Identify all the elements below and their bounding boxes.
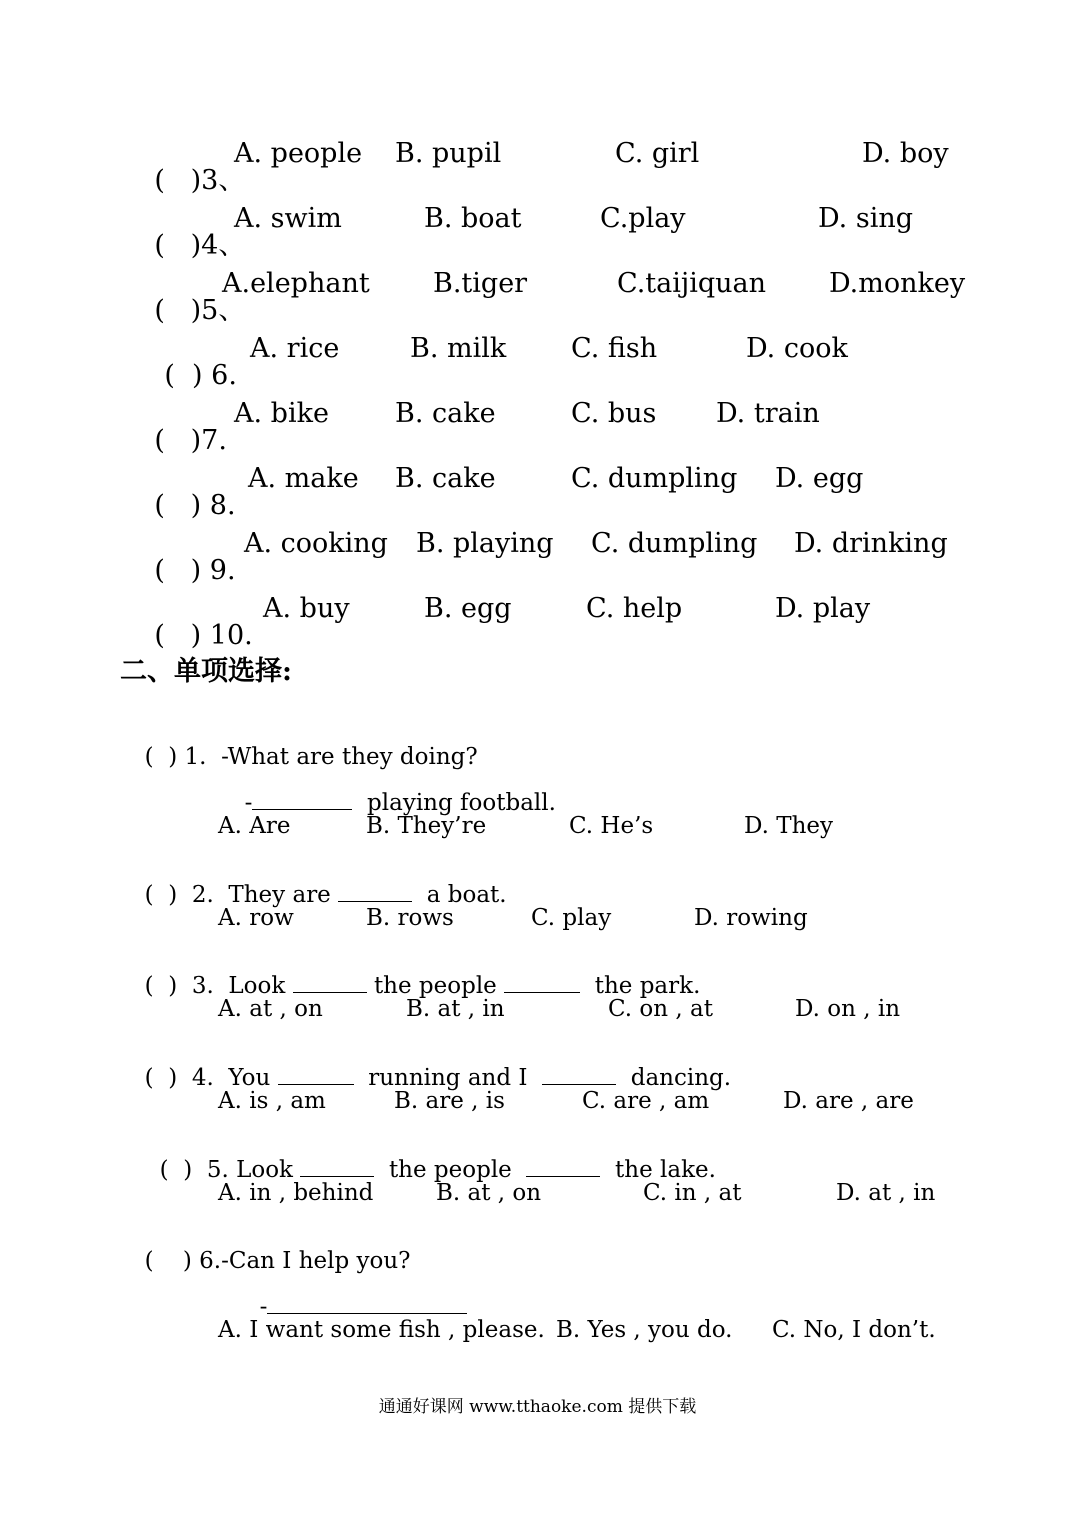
- option-a: A. swim: [234, 203, 342, 234]
- answer-suffix: playing football.: [367, 790, 556, 816]
- answer-paren: ( ): [154, 555, 202, 586]
- option-b: B. rows: [366, 905, 454, 931]
- question-text: -Can I help you?: [221, 1248, 411, 1274]
- answer-paren: ( ): [154, 230, 202, 261]
- option-d: D. rowing: [694, 905, 808, 931]
- option-c: C. dumpling: [571, 463, 738, 494]
- stem-text: running and I: [368, 1065, 528, 1091]
- option-b: B. at , on: [436, 1180, 542, 1206]
- stem-text: Look: [228, 973, 286, 999]
- stem-text: the people: [373, 973, 497, 999]
- answer-paren: ( ): [154, 425, 202, 456]
- option-c: C. play: [531, 905, 612, 931]
- option-a: A. buy: [263, 593, 350, 624]
- option-c: C. girl: [615, 138, 700, 169]
- option-a: A. bike: [234, 398, 329, 429]
- option-b: B. boat: [424, 203, 522, 234]
- question-number: 4.: [191, 1065, 214, 1091]
- option-a: A. people: [234, 138, 363, 169]
- dash: -: [244, 790, 253, 816]
- answer-blank[interactable]: [542, 1083, 616, 1085]
- option-a: A. row: [218, 905, 294, 931]
- stem-text: You: [228, 1065, 271, 1091]
- option-b: B. cake: [395, 398, 496, 429]
- question-2: [130, 861, 507, 907]
- answer-line: [245, 1273, 467, 1319]
- answer-blank[interactable]: [338, 900, 412, 902]
- option-b: B. milk: [410, 333, 507, 364]
- option-c: C. bus: [571, 398, 657, 429]
- dash: -: [259, 1294, 268, 1320]
- option-c: C. dumpling: [591, 528, 758, 559]
- option-b: B. They’re: [366, 813, 487, 839]
- answer-paren: ( ): [144, 973, 178, 999]
- question-number: 1.: [184, 744, 207, 770]
- question-6: [130, 1227, 411, 1273]
- question-number: 10.: [209, 620, 253, 651]
- option-d: D. play: [775, 593, 871, 624]
- option-c: C. fish: [571, 333, 658, 364]
- answer-blank[interactable]: [293, 991, 367, 993]
- option-d: D. are , are: [783, 1088, 914, 1114]
- question-number: 6.: [211, 360, 237, 391]
- option-c: C. No, I don’t.: [772, 1317, 936, 1343]
- answer-blank[interactable]: [252, 808, 352, 810]
- answer-blank[interactable]: [504, 991, 580, 993]
- question-number: 9.: [209, 555, 236, 586]
- answer-line: [230, 769, 556, 815]
- option-c: C. are , am: [582, 1088, 710, 1114]
- question-number: 4、: [201, 230, 246, 261]
- question-number: 5.: [206, 1157, 229, 1183]
- option-c: C. He’s: [569, 813, 654, 839]
- option-d: D.monkey: [829, 268, 966, 299]
- question-number: 3.: [191, 973, 214, 999]
- option-b: B. are , is: [394, 1088, 505, 1114]
- answer-paren: ( ): [154, 490, 202, 521]
- question-number: 3、: [201, 165, 246, 196]
- question-number: 2.: [191, 882, 214, 908]
- question-number: 6.: [199, 1248, 222, 1274]
- answer-blank[interactable]: [526, 1175, 600, 1177]
- option-a: A. make: [248, 463, 359, 494]
- option-d: D. sing: [818, 203, 914, 234]
- option-d: D. drinking: [794, 528, 948, 559]
- option-a: A. at , on: [218, 996, 323, 1022]
- answer-paren: ( ): [154, 295, 202, 326]
- answer-paren: ( ): [144, 882, 178, 908]
- answer-paren: ( ): [154, 620, 202, 651]
- option-c: C. on , at: [608, 996, 713, 1022]
- option-b: B. egg: [424, 593, 512, 624]
- stem-text: They are: [228, 882, 331, 908]
- option-d: D. cook: [746, 333, 848, 364]
- stem-text: the park.: [594, 973, 701, 999]
- question-number: 5、: [201, 295, 246, 326]
- option-d: D. at , in: [836, 1180, 936, 1206]
- option-c: C.taijiquan: [617, 268, 767, 299]
- stem-text: the lake.: [615, 1157, 716, 1183]
- question-number: 8.: [209, 490, 236, 521]
- option-d: D. on , in: [795, 996, 901, 1022]
- option-b: B. Yes , you do.: [556, 1317, 733, 1343]
- answer-paren: ( ): [164, 360, 203, 391]
- question-text: -What are they doing?: [221, 744, 478, 770]
- option-b: B. pupil: [395, 138, 502, 169]
- section-title: 二、单项选择:: [120, 656, 292, 687]
- option-c: C. in , at: [643, 1180, 742, 1206]
- option-d: D. They: [744, 813, 834, 839]
- question-number: 7.: [201, 425, 227, 456]
- stem-text: the people: [388, 1157, 512, 1183]
- answer-blank[interactable]: [300, 1175, 374, 1177]
- option-d: D. train: [716, 398, 820, 429]
- option-b: B. playing: [416, 528, 554, 559]
- answer-paren: ( ): [154, 165, 202, 196]
- answer-paren: ( ): [159, 1157, 193, 1183]
- option-a: A. I want some fish , please.: [218, 1317, 545, 1343]
- option-d: D. boy: [862, 138, 949, 169]
- option-b: B. at , in: [406, 996, 505, 1022]
- option-b: B. cake: [395, 463, 496, 494]
- question-5: [145, 1136, 716, 1182]
- stem-text: a boat.: [426, 882, 507, 908]
- option-a: A. Are: [218, 813, 291, 839]
- question-4: [130, 1044, 731, 1090]
- answer-blank[interactable]: [267, 1312, 467, 1314]
- option-a: A. in , behind: [218, 1180, 374, 1206]
- stem-text: dancing.: [630, 1065, 732, 1091]
- answer-blank[interactable]: [278, 1083, 354, 1085]
- option-d: D. egg: [775, 463, 864, 494]
- question-3: [130, 952, 700, 998]
- option-b: B.tiger: [433, 268, 528, 299]
- option-a: A. rice: [250, 333, 340, 364]
- option-a: A. cooking: [244, 528, 388, 559]
- option-a: A. is , am: [218, 1088, 326, 1114]
- option-a: A.elephant: [222, 268, 370, 299]
- answer-paren: ( ): [144, 744, 178, 770]
- answer-paren: ( ): [144, 1065, 178, 1091]
- footer-source: 通通好课网 www.tthaoke.com 提供下载: [378, 1397, 697, 1417]
- option-c: C.play: [600, 203, 686, 234]
- stem-text: Look: [236, 1157, 293, 1183]
- answer-paren: ( ): [144, 1248, 192, 1274]
- option-c: C. help: [586, 593, 683, 624]
- question-1: [130, 723, 478, 769]
